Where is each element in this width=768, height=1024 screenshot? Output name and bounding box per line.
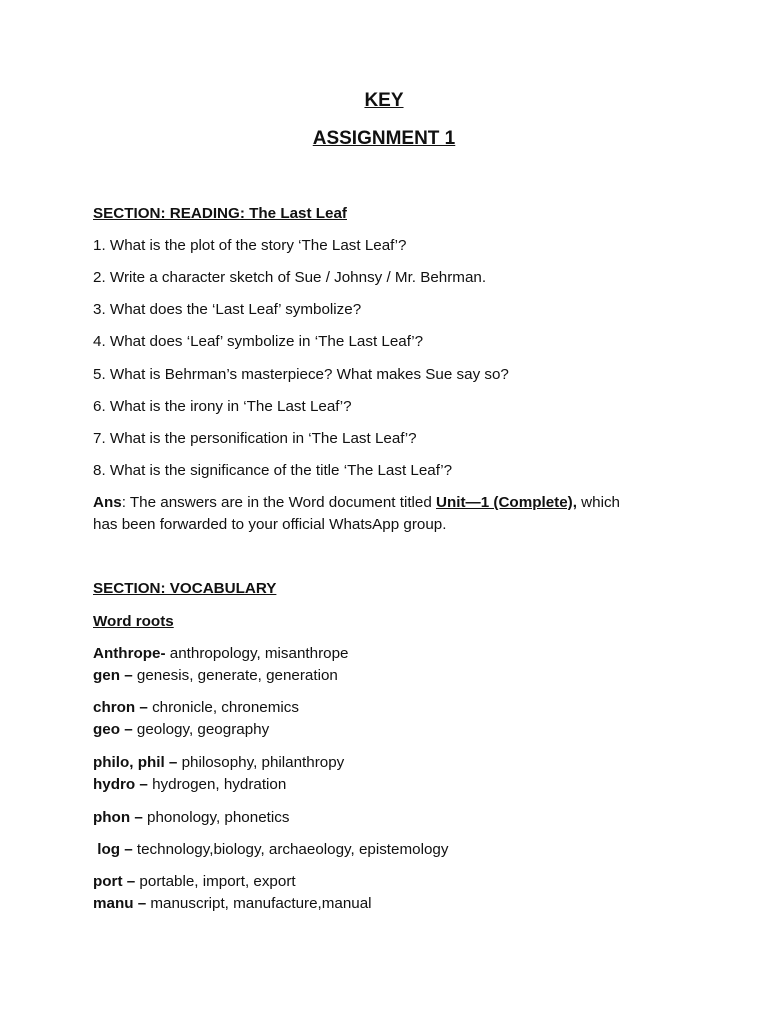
vocabulary-heading-text: SECTION: VOCABULARY bbox=[93, 580, 277, 597]
document-title-link: Unit—1 (Complete), bbox=[436, 494, 577, 511]
root-examples: genesis, generate, generation bbox=[132, 667, 338, 684]
root-term: chron – bbox=[93, 699, 148, 716]
answer-label: Ans bbox=[93, 494, 122, 511]
root-entry bbox=[93, 893, 693, 915]
root-entry bbox=[93, 643, 693, 665]
root-entry bbox=[93, 697, 693, 719]
root-entry bbox=[93, 871, 693, 893]
root-term: philo, phil – bbox=[93, 754, 178, 771]
question-6: 6. What is the irony in ‘The Last Leaf’? bbox=[93, 398, 352, 415]
question-8: 8. What is the significance of the title ‘The Last Leaf’? bbox=[93, 462, 453, 479]
root-examples: geology, geography bbox=[132, 721, 270, 738]
answer-text: : The answers are in the Word document titled bbox=[121, 494, 437, 511]
root-group bbox=[93, 807, 693, 829]
key-title: KEY bbox=[364, 90, 404, 111]
root-group bbox=[93, 839, 693, 861]
root-examples: phonology, phonetics bbox=[142, 809, 290, 826]
question-5: 5. What is Behrman’s masterpiece? What makes Sue say so? bbox=[93, 366, 509, 383]
word-roots-subheading bbox=[93, 611, 693, 633]
root-term: log – bbox=[93, 841, 133, 858]
root-entry bbox=[93, 839, 693, 861]
root-term: phon – bbox=[93, 809, 143, 826]
word-roots-text: Word roots bbox=[93, 613, 174, 630]
question-1: 1. What is the plot of the story ‘The Last Leaf’? bbox=[93, 237, 407, 254]
answer-paragraph bbox=[93, 492, 693, 536]
root-term: geo – bbox=[93, 721, 133, 738]
root-term: hydro – bbox=[93, 776, 148, 793]
root-examples: portable, import, export bbox=[135, 873, 296, 890]
root-term: port – bbox=[93, 873, 136, 890]
root-entry bbox=[93, 719, 693, 741]
root-entry bbox=[93, 807, 693, 829]
root-examples: philosophy, philanthropy bbox=[177, 754, 345, 771]
root-examples: technology,biology, archaeology, epistemology bbox=[132, 841, 449, 858]
root-group bbox=[93, 752, 693, 796]
root-entry bbox=[93, 774, 693, 796]
root-entry bbox=[93, 752, 693, 774]
root-examples: anthropology, misanthrope bbox=[165, 645, 349, 662]
reading-heading-text: SECTION: READING: The Last Leaf bbox=[93, 205, 347, 222]
answer-line-1 bbox=[93, 492, 693, 514]
root-group bbox=[93, 871, 693, 915]
question-4: 4. What does ‘Leaf’ symbolize in ‘The Last Leaf’? bbox=[93, 333, 424, 350]
question-3: 3. What does the ‘Last Leaf’ symbolize? bbox=[93, 301, 362, 318]
root-examples: manuscript, manufacture,manual bbox=[146, 895, 372, 912]
root-group bbox=[93, 697, 693, 741]
question-7: 7. What is the personification in ‘The Last Leaf’? bbox=[93, 430, 417, 447]
root-examples: hydrogen, hydration bbox=[147, 776, 287, 793]
assignment-title: ASSIGNMENT 1 bbox=[312, 128, 456, 149]
answer-text-end: which bbox=[576, 494, 621, 511]
root-term: Anthrope- bbox=[93, 645, 166, 662]
vocabulary-section-heading bbox=[93, 578, 693, 600]
question-2: 2. Write a character sketch of Sue / Johnsy / Mr. Behrman. bbox=[93, 269, 487, 286]
reading-section-heading bbox=[93, 203, 693, 225]
root-examples: chronicle, chronemics bbox=[147, 699, 299, 716]
root-group bbox=[93, 643, 693, 687]
root-term: gen – bbox=[93, 667, 133, 684]
root-term: manu – bbox=[93, 895, 147, 912]
root-entry bbox=[93, 665, 693, 687]
answer-line-2: has been forwarded to your official WhatsApp group. bbox=[93, 516, 447, 533]
